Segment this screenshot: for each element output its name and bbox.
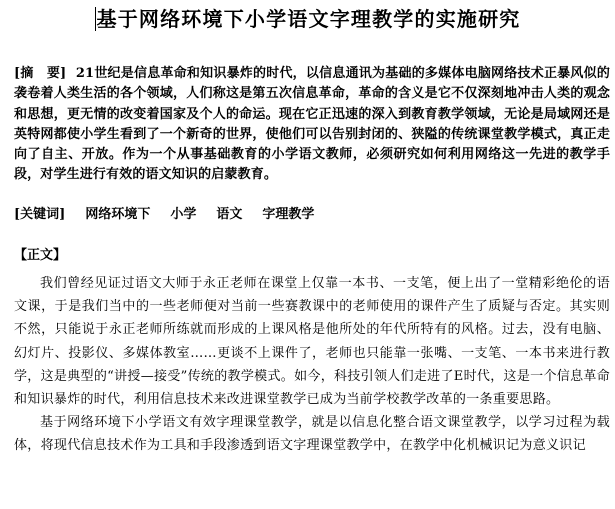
- keyword-item: 小学: [170, 207, 197, 222]
- body-paragraph: 我们曾经见证过语文大师于永正老师在课堂上仅靠一本书、一支笔，便上出了一堂精彩绝伦的语文课，于是我们当中的一些老师便对当前一些赛教课中的老师使用的课件产生了质疑与否定。其实则不然，只能说于永正老师所练就而形成的上课风格是他所处的年代所特有的风格。过去，没有电脑、幻灯片、投影仪、多媒体教室……更谈不上课件了，老师也只能靠一张嘴、一支笔、一本书来进行教学，这是典型的“讲授—接受”传统的教学模式。如今，科技引领人们走进了E时代，这是一个信息革命和知识暴炸的时代，利用信息技术来改进课堂教学已成为当前学校教学改革的一条重要思路。: [14, 276, 610, 408]
- keyword-item: 网络环境下: [85, 207, 151, 222]
- keywords-label: [关键词]: [14, 207, 66, 222]
- abstract-text: 21世纪是信息革命和知识暴炸的时代，以信息通讯为基础的多媒体电脑网络技术正暴风似的袭卷着人类生活的各个领域，人们称这是第五次信息革命，革命的含义是它不仅深刻地冲击人类的观念和思想，更无情的改变着国家及个人的命运。现在它正迅速的深入到教育教学领域，无论是局域网还是英特网都使小学生看到了一个新奇的世界，使他们可以告别封闭的、狭隘的传统课堂教学模式，真正走向了自主、开放。作为一个从事基础教育的小学语文教师，必须研究如何利用网络这一先进的教学手段，对学生进行有效的语文知识的启蒙教育。: [14, 66, 610, 183]
- abstract-label: [摘 要]: [14, 66, 67, 81]
- text-cursor: [95, 7, 96, 31]
- title-line: [0, 6, 615, 32]
- keyword-item: 字理教学: [262, 207, 315, 222]
- keyword-item: 语文: [216, 207, 243, 222]
- abstract-paragraph: [14, 64, 610, 186]
- document-title: 基于网络环境下小学语文字理教学的实施研究: [96, 7, 521, 31]
- keywords-line: [14, 206, 314, 224]
- body-paragraph: 基于网络环境下小学语文有效字理课堂教学，就是以信息化整合语文课堂教学，以学习过程为载体，将现代信息技术作为工具和手段渗透到语文字理课堂教学中，在教学中化机械识记为意义识记: [14, 415, 610, 454]
- body-text: [14, 272, 610, 458]
- body-heading: 【正文】: [14, 248, 67, 263]
